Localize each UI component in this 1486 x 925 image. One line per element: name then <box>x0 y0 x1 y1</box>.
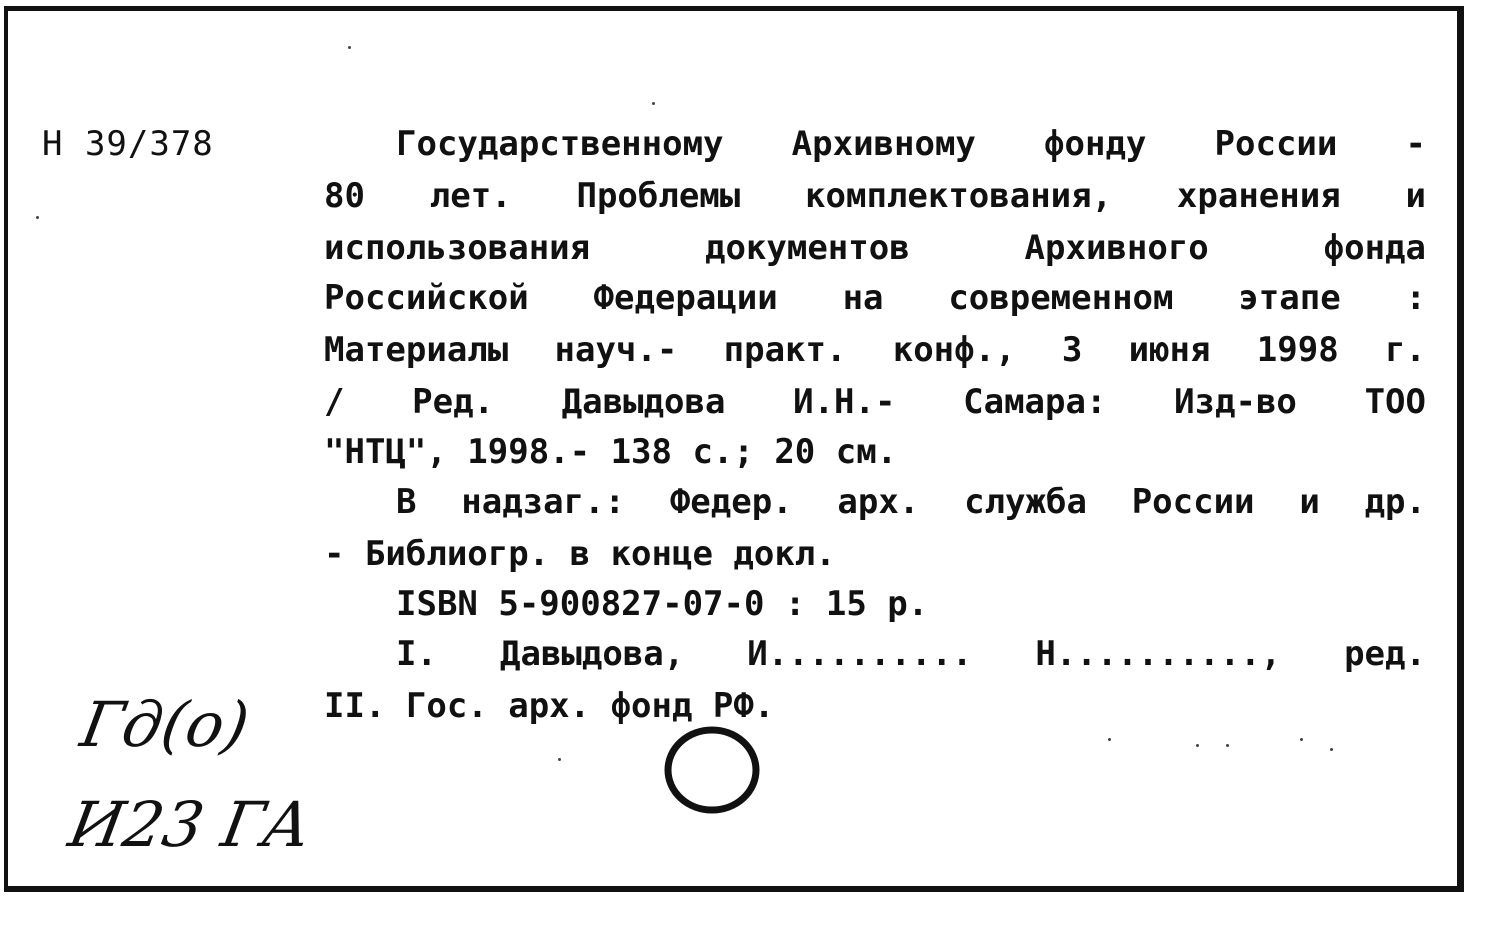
word: - <box>1405 124 1426 164</box>
title-line-4 <box>324 278 1426 318</box>
added-entry-line-1 <box>396 634 1426 674</box>
word: России <box>1214 124 1338 164</box>
scan-speck <box>652 102 655 105</box>
scan-speck <box>1330 748 1333 751</box>
word: на <box>842 278 884 318</box>
word: Самара: <box>963 382 1107 422</box>
punch-hole-circle-icon <box>660 722 764 818</box>
word: Государственному <box>396 124 724 164</box>
word: / <box>324 382 345 422</box>
handwritten-author-mark: И23 ГА <box>63 788 318 861</box>
word: и <box>1299 482 1320 522</box>
word: арх. <box>837 482 920 522</box>
title-line-3 <box>324 228 1426 268</box>
word: Н.........., <box>1035 634 1282 674</box>
word: 1998 <box>1256 330 1339 370</box>
title-line-1 <box>396 124 1426 164</box>
word: Российской <box>324 278 529 318</box>
word: ред. <box>1344 634 1426 674</box>
word: конф., <box>892 330 1016 370</box>
isbn-line: ISBN 5-900827-07-0 : 15 р. <box>396 584 929 624</box>
word: использования <box>324 228 591 268</box>
scan-speck <box>348 46 351 49</box>
title-line-5 <box>324 330 1426 370</box>
word: комплектования, <box>805 176 1113 216</box>
word: этапе <box>1238 278 1341 318</box>
word: Ред. <box>412 382 495 422</box>
word: И.Н.- <box>793 382 896 422</box>
word: современном <box>948 278 1174 318</box>
word: фонда <box>1323 228 1426 268</box>
word: Федер. <box>669 482 793 522</box>
scan-speck <box>1300 738 1303 741</box>
word: И.......... <box>747 634 973 674</box>
note-line-2: - Библиогр. в конце докл. <box>324 534 836 574</box>
word: надзаг.: <box>461 482 626 522</box>
word: В <box>396 482 417 522</box>
word: I. <box>396 634 437 674</box>
word: фонду <box>1044 124 1147 164</box>
word: Архивному <box>791 124 976 164</box>
scan-speck <box>1108 738 1111 741</box>
word: Проблемы <box>576 176 741 216</box>
word: Федерации <box>593 278 778 318</box>
imprint-line: "НТЦ", 1998.- 138 с.; 20 см. <box>324 432 898 472</box>
word: лет. <box>429 176 512 216</box>
word: : <box>1405 278 1426 318</box>
shelf-mark: Н 39/378 <box>42 124 214 164</box>
word: Давыдова <box>561 382 726 422</box>
word: науч.- <box>554 330 678 370</box>
title-line-2 <box>324 176 1426 216</box>
word: ТОО <box>1364 382 1426 422</box>
word: др. <box>1364 482 1426 522</box>
word: практ. <box>723 330 847 370</box>
scan-speck <box>36 216 39 219</box>
scan-speck <box>1196 744 1199 747</box>
note-line-1 <box>396 482 1426 522</box>
word: и <box>1405 176 1426 216</box>
scan-speck <box>1226 744 1229 747</box>
word: Давыдова, <box>499 634 685 674</box>
word: 80 <box>324 176 365 216</box>
word: 3 <box>1061 330 1083 370</box>
scan-speck <box>558 758 561 761</box>
handwritten-classification: Гд(о) <box>75 688 255 761</box>
added-entry-line-2: II. Гос. арх. фонд РФ. <box>324 686 775 726</box>
word: документов <box>704 228 910 268</box>
word: июня <box>1128 330 1211 370</box>
word: г. <box>1384 330 1426 370</box>
word: служба <box>964 482 1087 522</box>
word: Изд-во <box>1174 382 1297 422</box>
title-line-6 <box>324 382 1426 422</box>
word: хранения <box>1176 176 1341 216</box>
word: Материалы <box>324 330 509 370</box>
word: Архивного <box>1024 228 1209 268</box>
word: России <box>1131 482 1255 522</box>
